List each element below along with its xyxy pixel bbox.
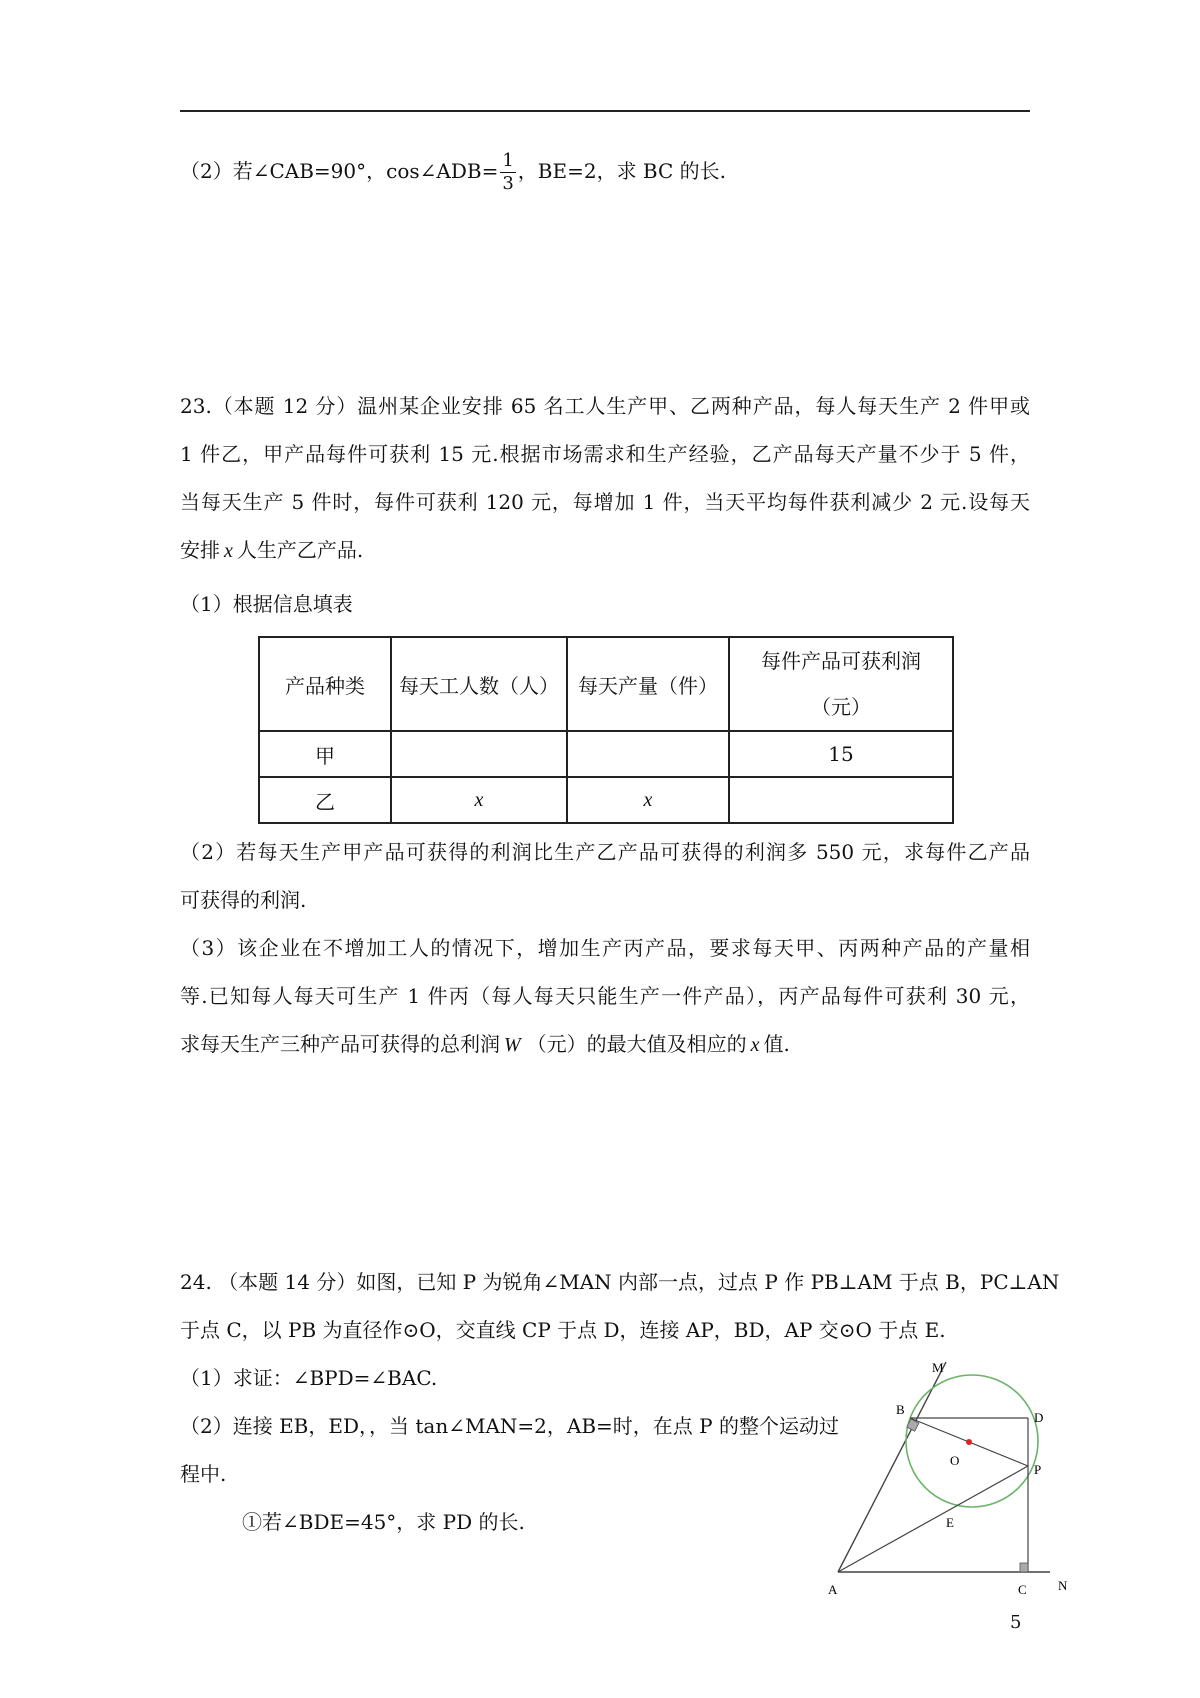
q23-part3-line3 <box>180 1030 790 1059</box>
variable-x: x <box>750 1034 760 1056</box>
label-N: N <box>1058 1578 1068 1593</box>
q24-line1: 24. （本题 14 分）如图，已知 P 为锐角∠MAN 内部一点，过点 P 作 PB⊥AM 于点 B，PC⊥AN <box>180 1270 1060 1294</box>
label-P: P <box>1034 1462 1042 1477</box>
table-cell: x <box>567 777 729 823</box>
q23-part2-line2: 可获得的利润. <box>180 888 307 912</box>
label-C: C <box>1018 1582 1027 1597</box>
q22-part2-text: （2）若∠CAB=90°，cos∠ADB= <box>180 159 499 183</box>
label-B: B <box>896 1402 905 1417</box>
fraction-one-third <box>500 150 515 195</box>
table-cell: 15 <box>729 731 953 777</box>
label-D: D <box>1034 1410 1044 1425</box>
q24-part2-line2: 程中. <box>180 1462 227 1486</box>
q22-part2-text-end: ，BE=2，求 BC 的长. <box>517 159 727 183</box>
q24-line2: 于点 C，以 PB 为直径作⊙O，交直线 CP 于点 D，连接 AP，BD，AP 交⊙O 于点 E. <box>180 1318 946 1342</box>
variable-W: W <box>504 1034 521 1056</box>
header-profit-line2: （元） <box>811 695 871 719</box>
segment-AP <box>838 1466 1028 1572</box>
q23-part3-mid: （元）的最大值及相应的 <box>526 1032 747 1056</box>
ray-AM <box>838 1362 946 1572</box>
table-header-cell: 产品种类 <box>259 637 391 731</box>
q23-line4-pre: 安排 <box>180 538 220 562</box>
q23-part3-post: 值. <box>763 1032 790 1056</box>
label-A: A <box>828 1582 838 1597</box>
q23-part3-line1: （3）该企业在不增加工人的情况下，增加生产丙产品，要求每天甲、丙两种产品的产量相 <box>180 936 1030 960</box>
label-E: E <box>946 1515 954 1530</box>
circle-O <box>906 1375 1038 1507</box>
table-cell: 甲 <box>259 731 391 777</box>
page-number: 5 <box>1010 1612 1022 1633</box>
q23-part1: （1）根据信息填表 <box>180 592 353 616</box>
q24-part2-line1: （2）连接 EB，ED，，当 tan∠MAN=2，AB=时，在点 P 的整个运动过 <box>180 1414 839 1438</box>
q24-sub1: ①若∠BDE=45°，求 PD 的长. <box>242 1510 525 1534</box>
q24-part1: （1）求证：∠BPD=∠BAC. <box>180 1366 438 1390</box>
q23-line4 <box>180 536 363 565</box>
q23-part3-pre: 求每天生产三种产品可获得的总利润 <box>180 1032 500 1056</box>
fraction-numerator: 1 <box>502 150 514 171</box>
geometry-figure <box>810 1362 1070 1622</box>
table-cell: 乙 <box>259 777 391 823</box>
table-cell: x <box>391 777 567 823</box>
table-cell <box>729 777 953 823</box>
table-header-row <box>259 637 953 731</box>
label-O: O <box>950 1453 960 1468</box>
fraction-denominator: 3 <box>502 173 514 194</box>
table-cell <box>391 731 567 777</box>
variable-x: x <box>224 540 233 562</box>
info-table <box>258 636 954 824</box>
table-header-cell: 每天产量（件） <box>567 637 729 731</box>
q23-line4-post: 人生产乙产品. <box>236 538 364 562</box>
q23-line3: 当每天生产 5 件时，每件可获利 120 元，每增加 1 件，当天平均每件获利减少 2 元.设每天 <box>180 490 1030 514</box>
table-row <box>259 777 953 823</box>
q22-part2 <box>180 150 726 195</box>
table-cell <box>567 731 729 777</box>
table-header-cell <box>729 637 953 731</box>
q23-line1: 23.（本题 12 分）温州某企业安排 65 名工人生产甲、乙两种产品，每人每天生产 2 件甲或 <box>180 394 1030 418</box>
header-profit-line1: 每件产品可获利润 <box>761 649 921 673</box>
label-M: M <box>932 1362 944 1375</box>
right-angle-marker-C <box>1020 1563 1028 1572</box>
table-header-cell: 每天工人数（人） <box>391 637 567 731</box>
header-rule <box>180 110 1030 112</box>
q23-line2: 1 件乙，甲产品每件可获利 15 元.根据市场需求和生产经验，乙产品每天产量不少于 5 件， <box>180 442 1030 466</box>
q23-part2-line1: （2）若每天生产甲产品可获得的利润比生产乙产品可获得的利润多 550 元，求每件乙产品 <box>180 840 1030 864</box>
q23-part3-line2: 等.已知每人每天可生产 1 件丙（每人每天只能生产一件产品），丙产品每件可获利 30 元， <box>180 984 1030 1008</box>
table-row <box>259 731 953 777</box>
center-point-O <box>966 1439 972 1445</box>
